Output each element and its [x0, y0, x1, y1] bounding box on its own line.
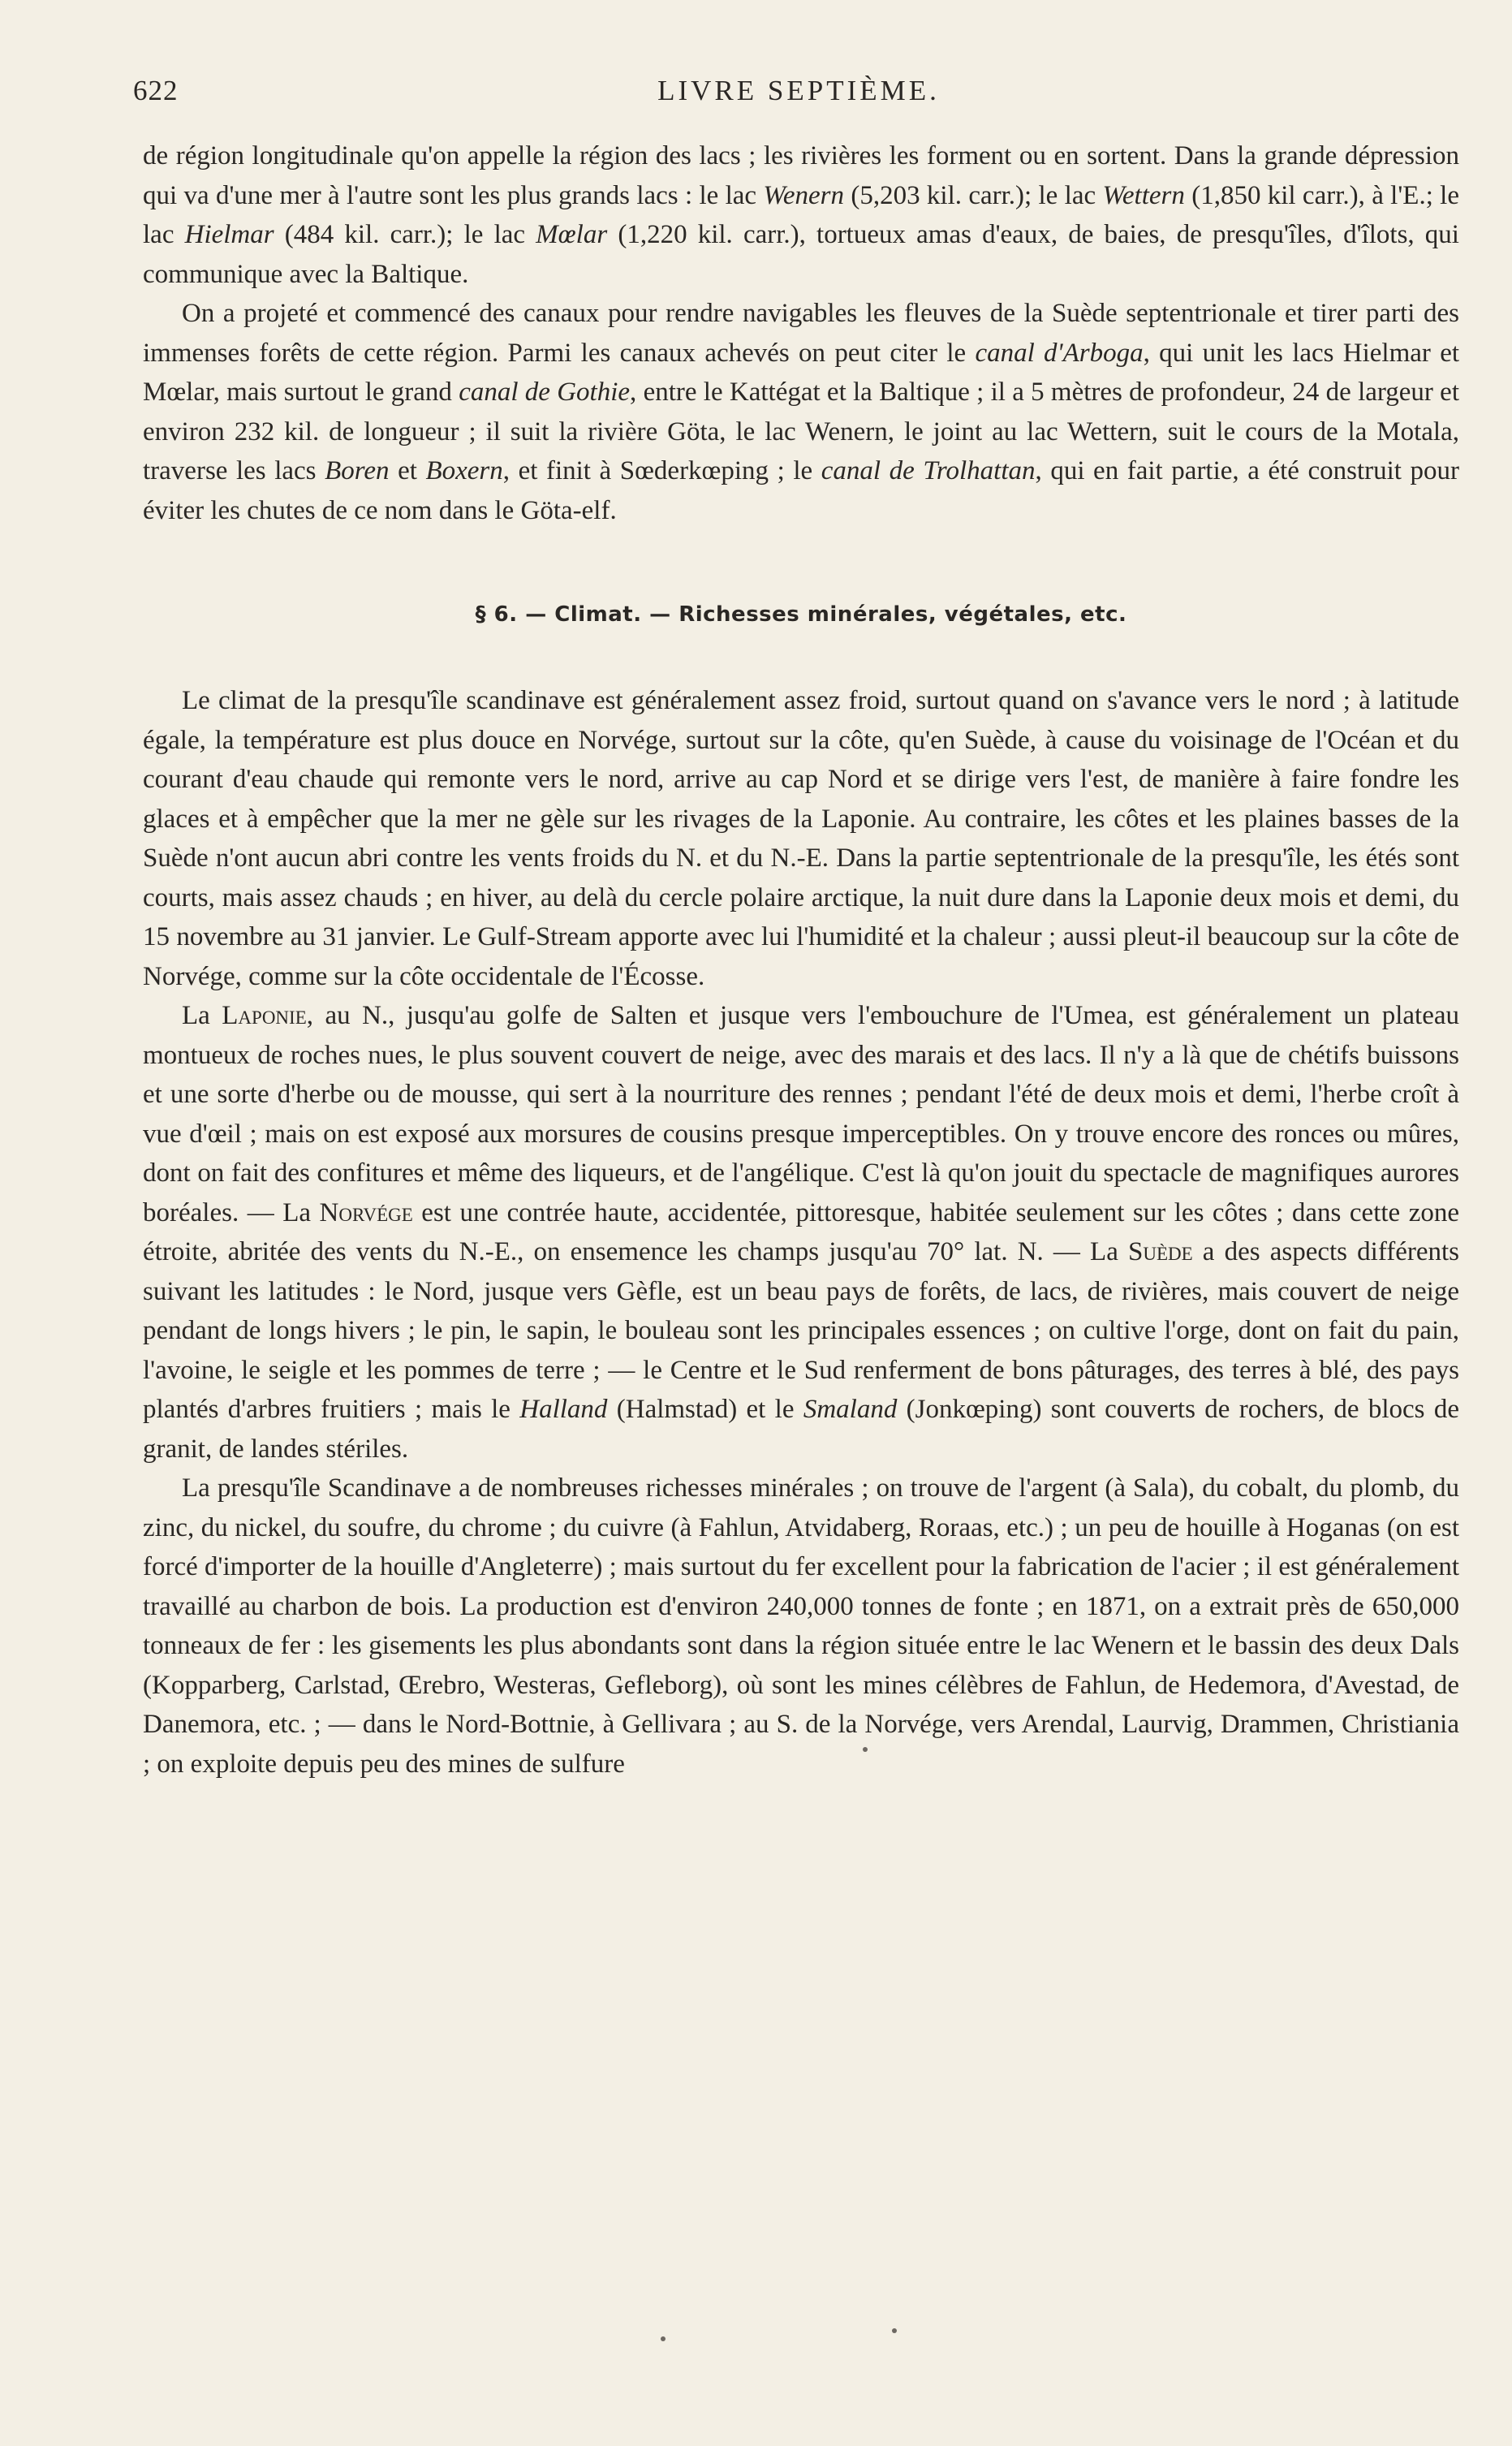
paragraph-climate: Le climat de la presqu'île scandinave est généralement assez froid, surtout quand on s'avance vers le nord ; à latitude égale, la température est plus douce en Norvége, surtout sur la côte, qu'en Suède, à cause du voisinage de l'Océan et du courant d'eau chaude qui remonte vers le nord, arrive au cap Nord et se dirige vers l'est, de manière à faire fondre les glaces et à empêcher que la mer ne gèle sur les rivages de la Laponie. Au contraire, les côtes et les plaines basses de la Suède n'ont aucun abri contre les vents froids du N. et du N.-E. Dans la partie septentrionale de la presqu'île, les étés sont courts, mais assez chauds ; en hiver, au delà du cercle polaire arctique, la nuit dure dans la Laponie deux mois et demi, du 15 novembre au 31 janvier. Le Gulf-Stream apporte avec lui l'humidité et la chaleur ; aussi pleut-il beaucoup sur la côte de Norvége, comme sur la côte occidentale de l'Écosse.: [143, 686, 1459, 991]
lake-name: Boren: [325, 456, 390, 485]
paragraph-canals: On a projeté et commencé des canaux pour rendre navigables les fleuves de la Suède septentrionale et tirer parti des immenses forêts de cette région. Parmi les canaux achevés on peut citer le canal d'Arboga, qui unit les lacs Hielmar et Mœlar, mais surtout le grand canal de Gothie, entre le Kattégat et la Baltique ; il a 5 mètres de profondeur, 24 de largeur et environ 232 kil. de longueur ; il suit la rivière Göta, le lac Wenern, le joint au lac Wettern, suit le cours de la Motala, traverse les lacs Boren et Boxern, et finit à Sœderkœping ; le canal de Trolhattan, qui en fait partie, a été construit pour éviter les chutes de ce nom dans le Göta-elf.: [143, 299, 1460, 525]
paragraph-lakes: de région longitudinale qu'on appelle la région des lacs ; les rivières les forment ou en sortent. Dans la grande dépression qui va d'une mer à l'autre sont les plus grands lacs : le lac Wenern (5,203 kil. carr.); le lac Wettern (1,850 kil carr.), à l'E.; le lac Hielmar (484 kil. carr.); le lac Mœlar (1,220 kil. carr.), tortueux amas d'eaux, de baies, de presqu'îles, d'îlots, qui communique avec la Baltique.: [143, 141, 1459, 289]
canal-name: canal de Gothie: [459, 377, 631, 407]
paragraph-regions: La Laponie, au N., jusqu'au golfe de Salten et jusque vers l'embouchure de l'Umea, est généralement un plateau montueux de roches nues, le plus souvent couvert de neige, avec des marais et des lacs. Il n'y a là que de chétifs buissons et une sorte d'herbe ou de mousse, qui sert à la nourriture des rennes ; pendant l'été de deux mois et demi, l'herbe croît à vue d'œil ; mais on est exposé aux morsures de cousins presque imperceptibles. On y trouve encore des ronces ou mûres, dont on fait des confitures et même des liqueurs, et de l'angélique. C'est là qu'on jouit du spectacle de magnifiques aurores boréales. — La Norvége est une contrée haute, accidentée, pittoresque, habitée seulement sur les côtes ; dans cette zone étroite, abritée des vents du N.-E., on ensemence les champs jusqu'au 70° lat. N. — La Suède a des aspects différents suivant les latitudes : le Nord, jusque vers Gèfle, est un beau pays de forêts, de lacs, de rivières, mais couvert de neige pendant de longs hivers ; le pin, le sapin, le bouleau sont les principales essences ; on cultive l'orge, dont on fait du pain, l'avoine, le seigle et les pommes de terre ; — le Centre et le Sud renferment de bons pâturages, des terres à blé, des pays plantés d'arbres fruitiers ; mais le Halland (Halmstad) et le Smaland (Jonkœping) sont couverts de rochers, de blocs de granit, de landes stériles.: [143, 1001, 1459, 1464]
region-name: Laponie: [222, 1001, 307, 1030]
section-heading: § 6. — Climat. — Richesses minérales, végétales, etc.: [475, 602, 1127, 627]
paragraph-minerals: La presqu'île Scandinave a de nombreuses richesses minérales ; on trouve de l'argent (à Sala), du cobalt, du plomb, du zinc, du nickel, du soufre, du chrome ; du cuivre (à Fahlun, Atvidaberg, Roraas, etc.) ; un peu de houille à Hoganas (on est forcé d'importer de la houille d'Angleterre) ; mais surtout du fer excellent pour la fabrication de l'acier ; il est généralement travaillé au charbon de bois. La production est d'environ 240,000 tonnes de fonte ; en 1871, on a extrait près de 650,000 tonneaux de fer : les gisements les plus abondants sont dans la région située entre le lac Wenern et le bassin des deux Dals (Kopparberg, Carlstad, Œrebro, Westeras, Gefleborg), où sont les mines célèbres de Fahlun, de Hedemora, d'Avestad, de Danemora, etc. ; — dans le Nord-Bottnie, à Gellivara ; au S. de la Norvége, vers Arendal, Laurvig, Drammen, Christiania ; on exploite depuis peu des mines de sulfure: [143, 1473, 1459, 1779]
lake-name: Wenern: [763, 180, 845, 210]
page-header: [133, 75, 1464, 123]
canal-name: canal d'Arboga: [975, 338, 1144, 368]
province-name: Smaland: [803, 1395, 898, 1424]
lake-name: Boxern: [425, 456, 503, 485]
canal-name: canal de Trolhattan: [821, 456, 1036, 485]
running-title: LIVRE SEPTIÈME.: [657, 75, 940, 106]
lake-name: Wettern: [1102, 180, 1185, 210]
lake-name: Mœlar: [536, 220, 608, 249]
paper-speck: [863, 1747, 868, 1752]
page-number: 622: [133, 75, 179, 106]
province-name: Halland: [519, 1395, 608, 1424]
region-name: Suède: [1128, 1237, 1193, 1266]
lake-name: Hielmar: [184, 220, 274, 249]
paper-speck: [892, 2328, 897, 2333]
paper-speck: [661, 2336, 666, 2341]
region-name: Norvége: [319, 1197, 413, 1227]
body-text: [143, 136, 1459, 1784]
